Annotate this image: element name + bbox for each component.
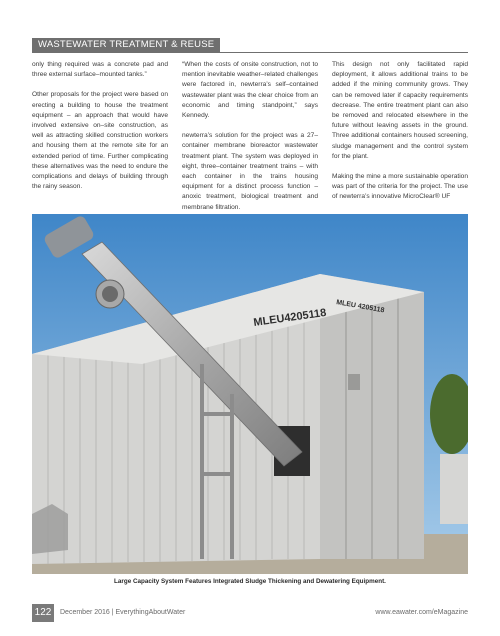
distant-container (440, 454, 468, 524)
section-label: WASTEWATER TREATMENT & REUSE (32, 38, 220, 52)
paragraph: Making the mine a more sustainable operation was part of the criteria for the project. The use of newterra’s innovative MicroClear® UF (332, 173, 468, 201)
container-id: MLEU4205118 (252, 306, 328, 329)
photo-caption: Large Capacity System Features Integrated Sludge Thickening and Dewatering Equipment. (114, 578, 386, 585)
magazine-url[interactable]: www.eawater.com/eMagazine (375, 609, 468, 616)
issue-line: December 2016 | EverythingAboutWater (60, 609, 186, 616)
scrap-frame (32, 504, 68, 554)
section-rule (32, 52, 468, 53)
column-1 (32, 60, 168, 202)
page-number: 122 (32, 604, 54, 622)
paragraph: “When the costs of onsite construction, not to mention inevitable weather–related challenges were factored in, newterra’s self–contained wastewater plant was the clear choice from an economic and timing standpoint,” says Kennedy. (182, 61, 318, 120)
paragraph: only thing required was a concrete pad and three external surface–mounted tanks.” (32, 61, 168, 79)
door-label-box (348, 374, 360, 390)
column-2 (182, 60, 318, 223)
footer (32, 604, 468, 622)
paragraph: newterra’s solution for the project was a 27–container membrane bioreactor wastewater treatment plant. The system was deployed in eight, three–container treatment trains – with each container in the trains housing equipment for a distinct process function – anoxic treatment, biological treatment and membrane filtration. (182, 132, 318, 211)
container-id-side: MLEU 4205118 (335, 299, 385, 315)
paragraph: Other proposals for the project were based on erecting a building to house the treatment equipment – an approach that would have involved extensive on–site construction, as well as attracting skilled construction workers and housing them at the remote site for an extended period of time. Further complicating these alternatives was the need to endure the complications and delays of building through the rainy season. (32, 91, 168, 191)
column-3 (332, 60, 468, 213)
paragraph: This design not only facilitated rapid deployment, it allows additional trains to be added if the mining community grows. They can be removed later if capacity requirements decrease. The entire treatment plant can also be removed and relocated elsewhere in the future without leaving assets in the ground. Three additional containers housed screening, sludge management and the control system for the plant. (332, 61, 468, 160)
equipment-photo (32, 214, 468, 574)
